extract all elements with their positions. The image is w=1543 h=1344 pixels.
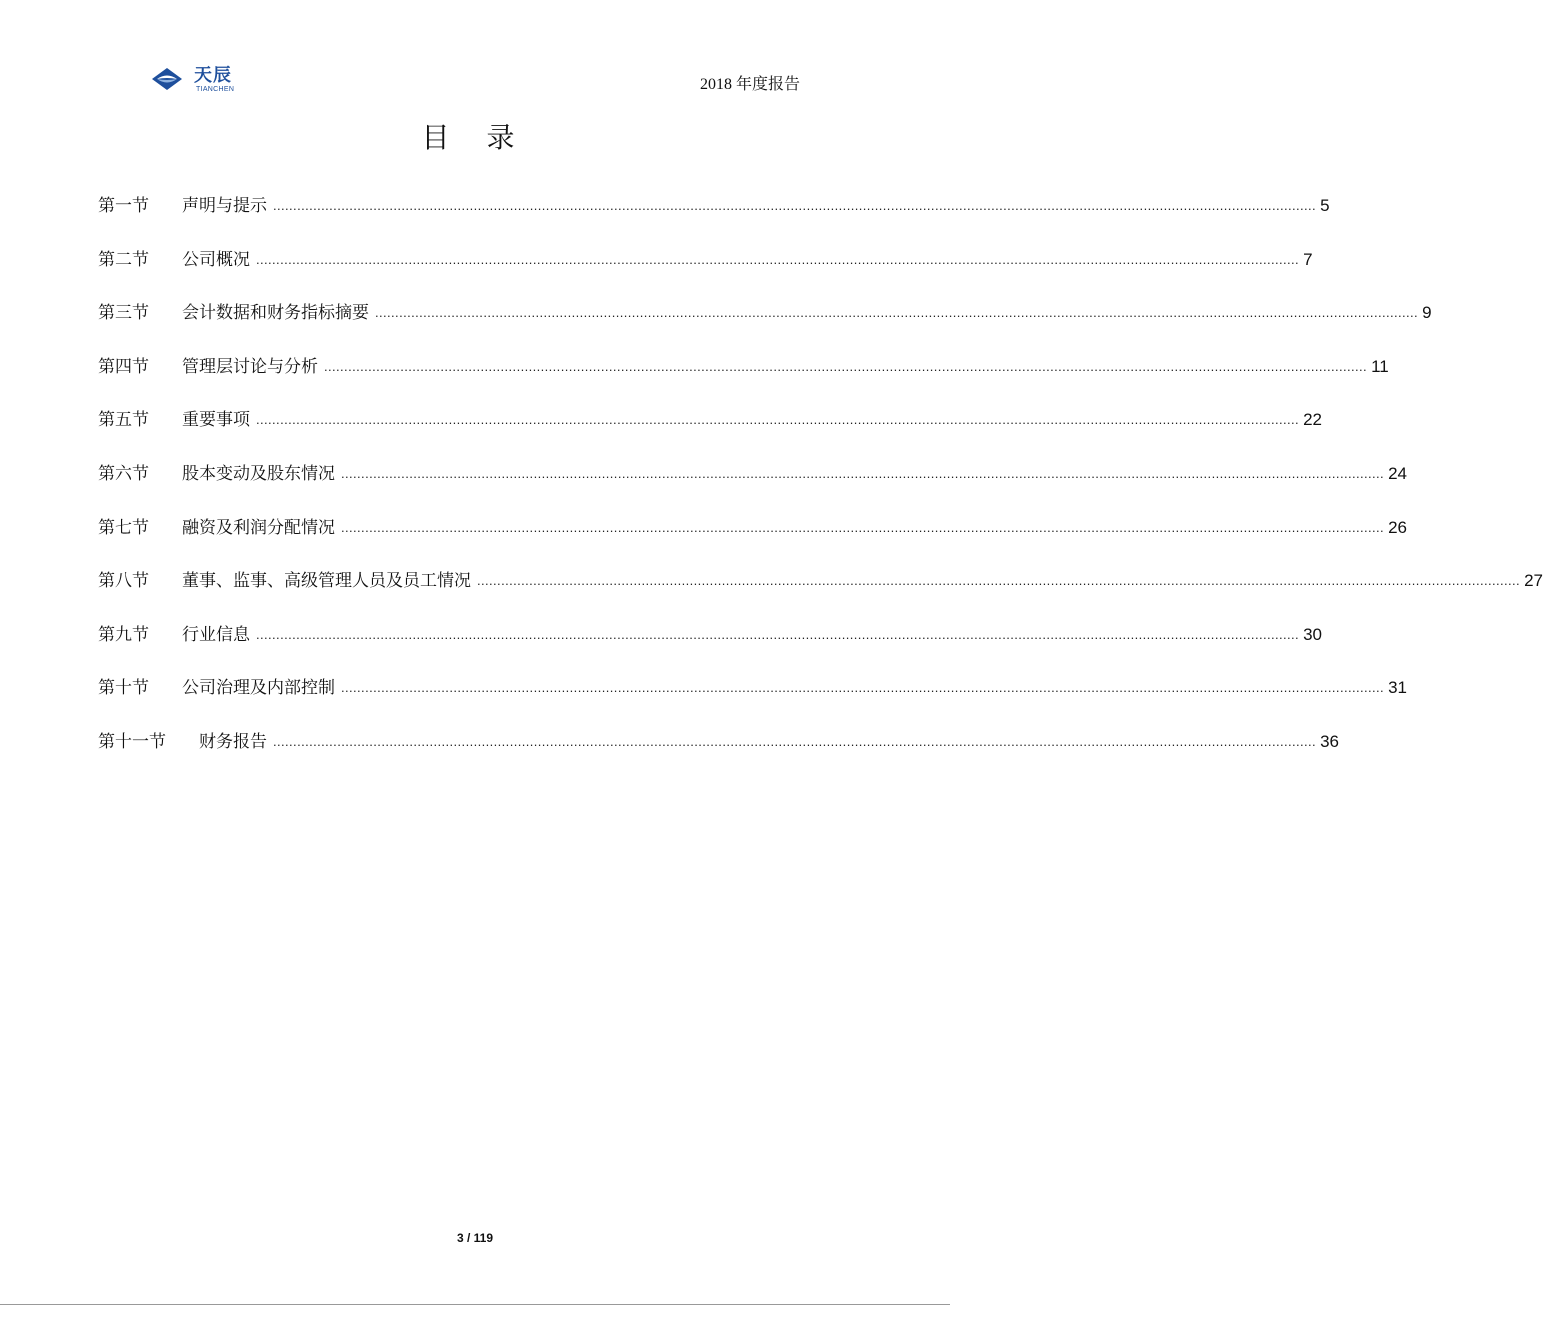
toc-section-title: 融资及利润分配情况: [182, 517, 335, 538]
toc-section-label: 第一节: [98, 196, 149, 216]
toc-section-title: 会计数据和财务指标摘要: [182, 303, 369, 324]
toc-section-title: 公司治理及内部控制: [182, 678, 335, 699]
toc-page-number: 7: [1303, 249, 1313, 269]
logo-name-cn: 天辰: [194, 65, 232, 86]
toc-section-label: 第六节: [98, 463, 149, 484]
table-of-contents: [98, 192, 1543, 782]
toc-entry[interactable]: [98, 192, 1330, 246]
toc-leader-dots: ....................................................................................................................................................................................................................................................................: [273, 733, 1317, 749]
toc-entry[interactable]: [98, 621, 1322, 675]
toc-entry[interactable]: [98, 460, 1407, 514]
toc-section-label: 第二节: [98, 249, 149, 270]
toc-page-number: 26: [1388, 517, 1407, 537]
toc-leader-dots: ....................................................................................................................................................................................................................................................................: [273, 198, 1317, 213]
toc-leader-dots: ....................................................................................................................................................................................................................................................................: [375, 305, 1419, 321]
toc-entry[interactable]: [98, 246, 1313, 300]
toc-section-title: 股本变动及股东情况: [182, 463, 335, 484]
toc-page-number: 31: [1388, 678, 1407, 698]
toc-section-title: 声明与提示: [182, 196, 267, 216]
toc-section-label: 第七节: [98, 517, 149, 538]
toc-page-number: 22: [1303, 410, 1322, 430]
toc-leader-dots: ....................................................................................................................................................................................................................................................................: [256, 251, 1300, 267]
toc-section-title: 董事、监事、高级管理人员及员工情况: [182, 571, 471, 592]
toc-entry[interactable]: [98, 353, 1389, 407]
toc-page-number: 36: [1320, 731, 1339, 751]
report-label: 2018 年度报告: [699, 76, 800, 93]
company-logo: [150, 66, 260, 96]
toc-leader-dots: ....................................................................................................................................................................................................................................................................: [477, 573, 1521, 589]
toc-entry[interactable]: [98, 674, 1407, 728]
toc-leader-dots: ....................................................................................................................................................................................................................................................................: [256, 626, 1300, 642]
toc-entry[interactable]: [98, 567, 1543, 621]
toc-section-title: 公司概况: [182, 249, 250, 270]
toc-entry[interactable]: [98, 406, 1322, 460]
toc-section-label: 第四节: [98, 356, 149, 377]
toc-section-title: 管理层讨论与分析: [182, 356, 318, 377]
toc-entry[interactable]: [98, 728, 1339, 782]
page-number: 3 / 119: [456, 1231, 494, 1245]
toc-entry[interactable]: [98, 299, 1432, 353]
toc-section-label: 第九节: [98, 624, 149, 645]
footer-divider: [0, 1304, 950, 1305]
toc-section-title: 行业信息: [182, 624, 250, 645]
toc-page-number: 9: [1422, 303, 1432, 323]
toc-leader-dots: ....................................................................................................................................................................................................................................................................: [341, 519, 1385, 535]
toc-page-number: 24: [1388, 463, 1407, 483]
toc-page-number: 30: [1303, 624, 1322, 644]
toc-section-label: 第十一节: [98, 731, 166, 752]
toc-section-title: 重要事项: [182, 410, 250, 431]
tianchen-logo-icon: [150, 66, 184, 92]
toc-page-number: 27: [1524, 571, 1543, 591]
logo-name-en: TIANCHEN: [196, 86, 235, 93]
toc-section-label: 第十节: [98, 678, 149, 699]
page-title: 目 录: [421, 121, 529, 154]
toc-page-number: 11: [1371, 356, 1389, 376]
toc-entry[interactable]: [98, 514, 1407, 568]
toc-section-label: 第五节: [98, 410, 149, 431]
toc-page-number: 5: [1320, 196, 1330, 215]
toc-leader-dots: ....................................................................................................................................................................................................................................................................: [341, 680, 1385, 696]
toc-section-title: 财务报告: [199, 731, 267, 752]
toc-leader-dots: ....................................................................................................................................................................................................................................................................: [256, 412, 1300, 428]
toc-leader-dots: ....................................................................................................................................................................................................................................................................: [341, 465, 1385, 481]
toc-section-label: 第八节: [98, 571, 149, 592]
toc-section-label: 第三节: [98, 303, 149, 324]
toc-leader-dots: ....................................................................................................................................................................................................................................................................: [324, 358, 1368, 374]
